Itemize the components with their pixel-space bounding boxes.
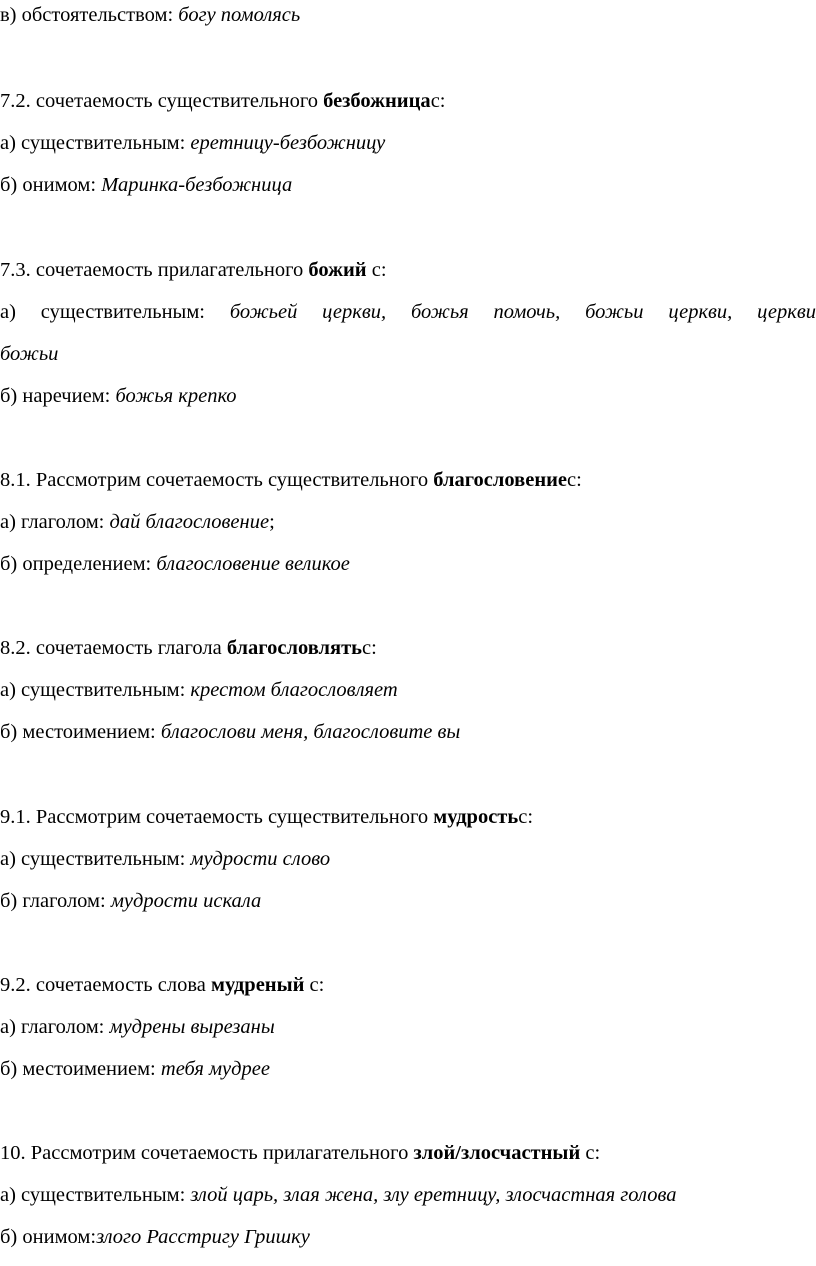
line-8-1-a	[0, 509, 816, 535]
text-segment: б) определением:	[0, 553, 157, 575]
example-italic: божьей церкви, божья помочь, божьи церкви, церкви	[229, 301, 816, 323]
text-segment: б) онимом:	[0, 174, 102, 196]
term-bold: благословлять	[226, 637, 362, 659]
example-italic: еретницу-безбожницу	[190, 132, 386, 154]
line-9-1-a	[0, 846, 816, 872]
text-segment: а) существительным:	[0, 679, 191, 701]
example-italic: дай благословение	[109, 511, 270, 533]
text-segment: с:	[430, 90, 446, 112]
text-segment: б) глаголом:	[0, 890, 111, 912]
example-italic: злого Расстригу Гришку	[96, 1226, 310, 1248]
heading-9-1	[0, 804, 816, 830]
heading-10	[0, 1140, 816, 1166]
line-10-b	[0, 1224, 816, 1250]
example-italic: злой царь, злая жена, злу еретницу, злосчастная голова	[190, 1184, 677, 1206]
text-segment: с:	[362, 637, 377, 659]
line-7-3-a-continued	[0, 341, 816, 367]
example-italic: крестом благословляет	[190, 679, 398, 701]
heading-8-1	[0, 467, 816, 493]
line-10-a	[0, 1182, 816, 1208]
line-7-2-b	[0, 172, 816, 198]
term-bold: благословение	[433, 469, 568, 491]
text-segment: 10. Рассмотрим сочетаемость прилагательного	[0, 1142, 414, 1164]
line-obstoyatelstvo	[0, 2, 816, 28]
text-segment: с:	[518, 806, 534, 828]
text-segment: с:	[567, 469, 582, 491]
text-segment: 7.3. сочетаемость прилагательного	[0, 259, 309, 281]
text-segment: с:	[580, 1142, 601, 1164]
example-italic: благослови меня, благословите вы	[160, 721, 461, 743]
example-italic: мудрости слово	[190, 848, 331, 870]
text-segment: а) глаголом:	[0, 511, 110, 533]
text-segment: б) наречием:	[0, 385, 116, 407]
line-7-3-a	[0, 299, 816, 325]
heading-7-3	[0, 257, 816, 283]
text-segment: 9.1. Рассмотрим сочетаемость существительного	[0, 806, 434, 828]
text-segment: а) существительным:	[0, 1184, 191, 1206]
text-segment: 9.2. сочетаемость слова	[0, 974, 211, 996]
line-8-2-b	[0, 719, 816, 745]
text-segment: б) местоимением:	[0, 721, 161, 743]
line-9-1-b	[0, 888, 816, 914]
line-7-3-b	[0, 383, 816, 409]
heading-9-2	[0, 972, 816, 998]
text-segment: с:	[366, 259, 387, 281]
term-bold: мудрость	[433, 806, 519, 828]
example-italic: мудрены вырезаны	[109, 1016, 275, 1038]
example-italic: божья крепко	[115, 385, 237, 407]
term-bold: божий	[308, 259, 367, 281]
term-bold: злой/злосчастный	[413, 1142, 581, 1164]
example-italic: мудрости искала	[110, 890, 262, 912]
text-segment: ;	[269, 511, 275, 533]
example-italic: божьи	[0, 343, 59, 365]
text-segment: а) существительным:	[0, 848, 191, 870]
text-segment: 8.2. сочетаемость глагола	[0, 637, 227, 659]
line-8-2-a	[0, 677, 816, 703]
term-bold: мудреный	[211, 974, 305, 996]
term-bold: безбожница	[323, 90, 431, 112]
example-italic: богу помолясь	[178, 4, 301, 26]
text-segment: б) онимом:	[0, 1226, 97, 1248]
text-segment: б) местоимением:	[0, 1058, 161, 1080]
heading-8-2	[0, 635, 816, 661]
text-segment: а) существительным:	[0, 301, 230, 323]
text-segment: в) обстоятельством:	[0, 4, 179, 26]
line-8-1-b	[0, 551, 816, 577]
line-7-2-a	[0, 130, 816, 156]
line-9-2-a	[0, 1014, 816, 1040]
text-segment: 8.1. Рассмотрим сочетаемость существительного	[0, 469, 434, 491]
text-segment: а) глаголом:	[0, 1016, 110, 1038]
example-italic: тебя мудрее	[160, 1058, 270, 1080]
heading-7-2	[0, 88, 816, 114]
example-italic: благословение великое	[156, 553, 350, 575]
text-segment: а) существительным:	[0, 132, 191, 154]
example-italic: Маринка-безбожница	[101, 174, 293, 196]
text-segment: с:	[304, 974, 325, 996]
line-9-2-b	[0, 1056, 816, 1082]
text-segment: 7.2. сочетаемость существительного	[0, 90, 324, 112]
